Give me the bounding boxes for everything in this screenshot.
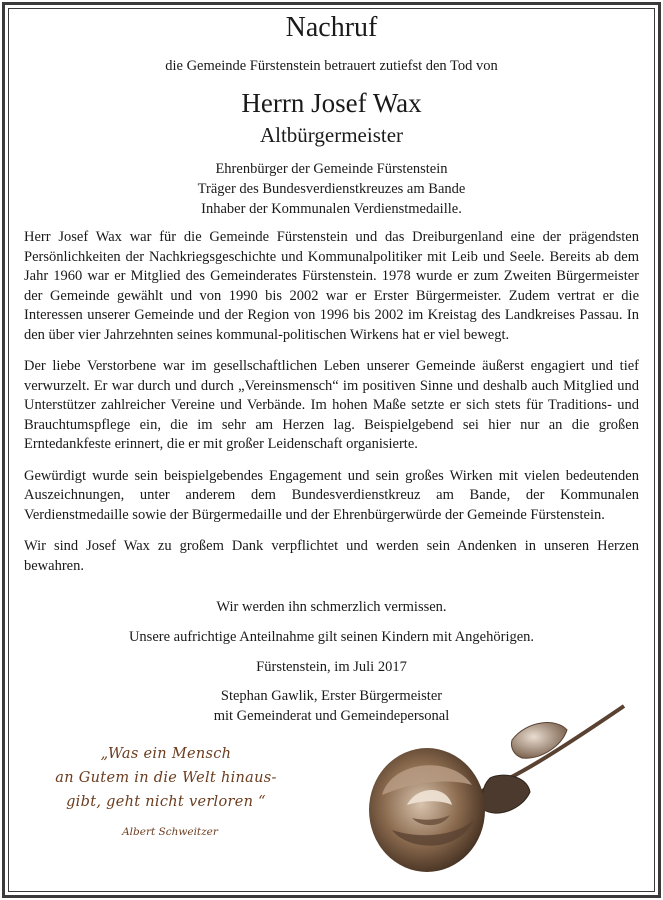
quote-line: gibt, geht nicht verloren “ — [66, 794, 266, 810]
quote-line: „Was ein Mensch — [100, 746, 232, 762]
quote-line: an Gutem in die Welt hinaus- — [55, 770, 277, 786]
deceased-name: Herrn Josef Wax — [241, 88, 422, 118]
page-title: Nachruf — [285, 12, 378, 43]
memorial-quote — [36, 742, 296, 814]
body-paragraph: Herr Josef Wax war für die Gemeinde Fürstenstein und das Dreiburgenland eine der prägendsten Persönlichkeiten der Nachkriegsgeschichte und Kommunalpolitiker mit Leib und Seele. Bereits ab dem Jahr 1960 war er Mitglied des Gemeinderates Fürstenstein. 1978 wurde er zum Zweiten Bürgermeister der Gemeinde gewählt und von 1990 bis 2002 war er Erster Bürgermeister. Zudem vertrat er die Interessen unserer Gemeinde und der Region von 1996 bis 2002 im Kreistag des Landkreises Passau. In den über vier Jahrzehnten seines kommunal-politischen Wirkens hat er viel bewegt. — [24, 229, 639, 343]
place-date: Fürstenstein, im Juli 2017 — [256, 659, 407, 675]
body-paragraph: Wir sind Josef Wax zu großem Dank verpflichtet und werden sein Andenken in unseren Herzen bewahren. — [24, 538, 639, 574]
honor-line: Inhaber der Kommunalen Verdienstmedaille. — [201, 201, 462, 217]
honors-list — [24, 159, 639, 219]
rose-illustration — [362, 700, 632, 880]
rose-leaf — [482, 775, 530, 813]
closing-miss: Wir werden ihn schmerzlich vermissen. — [216, 599, 447, 615]
closing-condolence: Unsere aufrichtige Anteilnahme gilt seinen Kindern mit Angehörigen. — [128, 629, 535, 645]
honor-line: Träger des Bundesverdienstkreuzes am Bande — [197, 181, 466, 197]
rose-leaf — [511, 723, 567, 759]
obituary-body — [24, 228, 639, 588]
signature-line: mit Gemeinderat und Gemeindepersonal — [213, 708, 450, 724]
body-paragraph: Gewürdigt wurde sein beispielgebendes Engagement und sein großes Wirken mit vielen bedeutenden Auszeichnungen, unter anderem dem Bundesverdienstkreuz am Bande, der Kommunalen Verdienstmedaille sowie der Bürgermedaille und der Ehrenbürgerwürde der Gemeinde Fürstenstein. — [24, 467, 639, 523]
body-paragraph: Der liebe Verstorbene war im gesellschaftlichen Leben unserer Gemeinde äußerst engagiert und tief verwurzelt. Er war durch und durch „Vereinsmensch“ im positiven Sinne und deshalb auch Mitglied und Unterstützer zahlreicher Vereine und Verbände. Im hohen Maße setzte er sich stets für Traditions- und Brauchtumspflege ein, die im sehr am Herzen lag. Beispielgebend sei hier nur an die großen Erntedankfeste erinnert, die er mit großer Leidenschaft organisierte. — [24, 358, 639, 452]
quote-author: Albert Schweitzer — [122, 826, 218, 838]
honor-line: Ehrenbürger der Gemeinde Fürstenstein — [215, 161, 448, 177]
signature-line: Stephan Gawlik, Erster Bürgermeister — [220, 688, 443, 704]
intro-line: die Gemeinde Fürstenstein betrauert zutiefst den Tod von — [165, 58, 498, 74]
deceased-role: Altbürgermeister — [259, 123, 404, 147]
